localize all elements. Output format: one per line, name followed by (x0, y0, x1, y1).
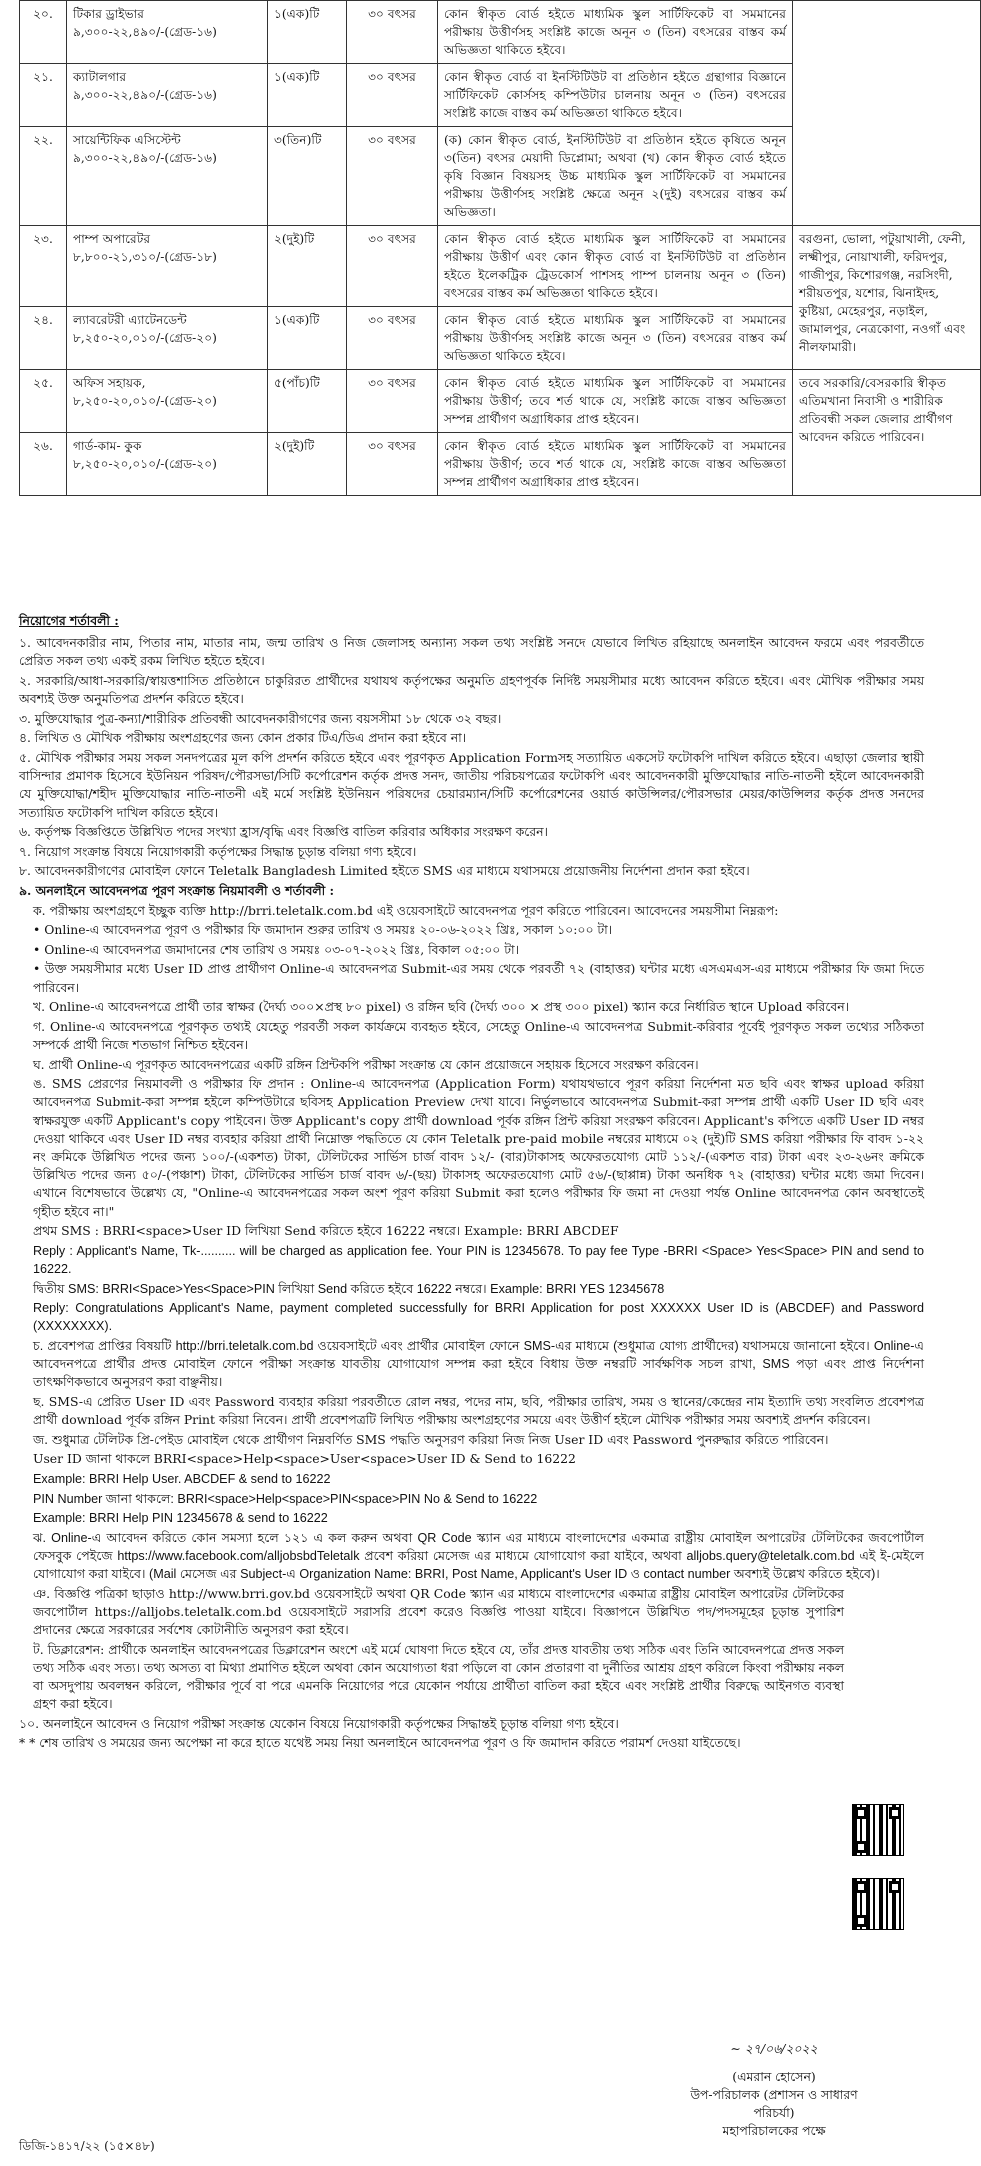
online-rule-item: দ্বিতীয় SMS: BRRI<Space>Yes<Space>PIN লিখিয়া Send করিতে হইবে 16222 নম্বরে। Example: BRRI YES 12345678 (33, 1281, 665, 1296)
signature-block (644, 2040, 904, 2140)
condition-item: ৪. লিখিত ও মৌখিক পরীক্ষায় অংশগ্রহণের জন্য কোন প্রকার টিএ/ডিএ প্রদান করা হইবে না। (19, 730, 467, 746)
footer-code: ডিজি-১৪১৭/২২ (১৫×৪৮) (19, 2139, 155, 2153)
post-count-cell: ১(এক)টি (268, 64, 347, 127)
online-rule-item: Reply : Applicant's Name, Tk-.......... will be charged as application fee. Your PIN is 12345678. To pay fee Type -BRRI <Space> Yes<Space> PIN and send to 16222. (33, 1243, 924, 1276)
online-rule-item: ক. পরীক্ষায় অংশগ্রহণে ইচ্ছুক ব্যক্তি http://brri.teletalk.com.bd এই ওয়েবসাইটে আবেদনপত্র পূরণ করিতে পারিবেন। আবেদনের সময়সীমা নিম্নরূপ: (33, 902, 779, 918)
item-10: ১০. অনলাইনে আবেদন ও নিয়োগ পরীক্ষা সংক্রান্ত যেকোন বিষয়ে নিয়োগকারী কর্তৃপক্ষের সিদ্ধান্তই চূড়ান্ত বলিয়া গণ্য হইবে। (19, 1715, 619, 1731)
qr-code-alljobs[interactable] (852, 1878, 904, 1930)
eligible-district-cell (793, 1, 981, 226)
post-count-cell: ২(দুই)টি (268, 433, 347, 496)
post-count-cell: ২(দুই)টি (268, 226, 347, 307)
age-limit-cell: ৩০ বৎসর (347, 1, 438, 64)
post-name: অফিস সহায়ক, (73, 376, 146, 390)
pay-scale: ৮,২৫০-২০,০১০/-(গ্রেড-২০) (73, 331, 217, 345)
note: * * শেষ তারিখ ও সময়ের জন্য অপেক্ষা না করে হাতে যথেষ্ট সময় নিয়া অনলাইনে আবেদনপত্র পূরণ ও ফি জমাদান করিতে পরামর্শ দেওয়া যাইতেছে। (19, 1735, 741, 1751)
age-limit-cell: ৩০ বৎসর (347, 433, 438, 496)
age-limit-cell: ৩০ বৎসর (347, 226, 438, 307)
serial-cell: ২৪. (20, 307, 67, 370)
online-rule-item: চ. প্রবেশপত্র প্রাপ্তির বিষয়টি http://brri.teletalk.com.bd ওয়েবসাইটে এবং প্রার্থীর মোবাইল ফোনে SMS-এর মাধ্যমে (শুধুমাত্র যোগ্য প্রার্থীদের) যথাসময়ে জানানো হইবে। Online-এ আবেদনপত্রে প্রার্থীর প্রদত্ত মোবাইল ফোনে পরীক্ষা সংক্রান্ত যাবতীয় যোগাযোগ সম্পন্ন করা হইবে বিধায় উক্ত নম্বরটি সার্বক্ষণিক সচল রাখা, SMS পড়া এবং প্রাপ্ত নির্দেশনা তাৎক্ষণিকভাবে অনুসরণ করা বাঞ্ছনীয়। (33, 1338, 924, 1390)
post-name: গার্ড-কাম- কুক (73, 439, 142, 453)
online-rule-item: Example: BRRI Help User. ABCDEF & send to 16222 (33, 1471, 331, 1486)
online-rule-item: Example: BRRI Help PIN 12345678 & send to 16222 (33, 1511, 328, 1526)
qualification-cell: (ক) কোন স্বীকৃত বোর্ড, ইনস্টিটিউট বা প্রতিষ্ঠান হইতে কৃষিতে অনূন ৩(তিন) বৎসর মেয়াদী ডিপ্লোমা; অথবা (খ) কোন স্বীকৃত বোর্ড হইতে কৃষি বিজ্ঞান বিষয়সহ উচ্চ মাধ্যমিক স্কুল সার্টিফিকেট বা সমমানের পরীক্ষায় উত্তীর্ণসহ সংশ্লিষ্ট ক্ষেত্রে অনূন ২(দুই) বৎসরের বাস্তব কর্ম অভিজ্ঞতা। (438, 127, 793, 226)
online-rule-item: ঝ. Online-এ আবেদন করিতে কোন সমস্যা হলে ১২১ এ কল করুন অথবা QR Code স্ক্যান এর মাধ্যমে বাংলাদেশের একমাত্র রাষ্ট্রীয় মোবাইল অপারেটর টেলিটকের জবপোর্টাল ফেসবুক পেইজে https://www.facebook.com/alljobsbdTeletalk প্রবেশ করিয়া মেসেজ এর মাধ্যমে যোগাযোগ করা যাইবে, অথবা alljobs.query@teletalk.com.bd এই ই-মেইলে যোগাযোগ করা যাইবে। (Mail মেসেজ এর Subject-এ Organization Name: BRRI, Post Name, Applicant's User ID ও contact number অবশ্যই উল্লেখ করিতে হইবে)। (33, 1530, 924, 1582)
table-row (20, 226, 981, 307)
qr-code-facebook[interactable] (852, 1804, 904, 1856)
online-rule-item: ঙ. SMS প্রেরণের নিয়মাবলী ও পরীক্ষার ফি প্রদান : Online-এ আবেদনপত্র (Application Form) যথাযথভাবে পূরণ করিয়া নির্দেশনা মত ছবি এবং স্বাক্ষর upload করিয়া আবেদনপত্র Submit-করা সম্পন্ন হইলে কম্পিউটারে ছবিসহ Application Preview দেখা যাবে। নির্ভুলভাবে আবেদনপত্র Submit-করা সম্পন্ন প্রার্থী একটি User ID ছবি এবং স্বাক্ষরযুক্ত একটি Applicant's copy পাইবেন। উক্ত Applicant's copy প্রার্থী download পূর্বক রঙ্গিন প্রিন্ট করিয়া সংরক্ষণ করিবেন। Applicant's কপিতে একটি User ID নম্বর দেওয়া থাকিবে এবং User ID নম্বর ব্যবহার করিয়া প্রার্থী নিম্নোক্ত পদ্ধতিতে যে কোন Teletalk pre-paid mobile নম্বরের মাধ্যমে ০২ (দুই)টি SMS করিয়া পরীক্ষার ফি বাবদ ১-২২ নং ক্রমিকে উল্লিখিত পদের জন্য ১০০/-(একশত) টাকা, টেলিটকের সার্ভিস চার্জ বাবদ ১২/- (বার)টাকাসহ অফেরতযোগ্য মোট ১১২/-(একশত বার) টাকা এবং ২৩-২৬নং ক্রমিকে উল্লিখিত পদের জন্য ৫০/-(পঞ্চাশ) টাকা, টেলিটকের সার্ভিস চার্জ বাবদ ৬/-(ছয়) টাকাসহ অফেরতযোগ্য মোট ৫৬/-(ছাপ্পান্ন) টাকা অনধিক ৭২ (বাহাত্তর) ঘন্টার মধ্যে জমা দিবেন। এখানে বিশেষভাবে উল্লেখ্য যে, "Online-এ আবেদনপত্রের সকল অংশ পূরণ করিয়া Submit করা হলেও পরীক্ষার ফি জমা না দেওয়া পর্যন্ত Online আবেদনপত্র কোন অবস্থাতেই গৃহীত হইবে না।" (33, 1076, 924, 1219)
pay-scale: ৯,৩০০-২২,৪৯০/-(গ্রেড-১৬) (73, 25, 217, 39)
post-name-cell (67, 127, 268, 226)
pay-scale: ৮,২৫০-২০,০১০/-(গ্রেড-২০) (73, 457, 217, 471)
eligible-district-cell: তবে সরকারি/বেসরকারি স্বীকৃত এতিমখানা নিবাসী ও শারীরিক প্রতিবন্ধী সকল জেলার প্রার্থীগণ আবেদন করিতে পারিবেন। (793, 370, 981, 496)
condition-item: ৮. আবেদনকারীগণের মোবাইল ফোনে Teletalk Bangladesh Limited হইতে SMS এর মাধ্যমে যথাসময়ে প্রয়োজনীয় নির্দেশনা প্রদান করা হইবে। (19, 863, 750, 879)
post-name-cell (67, 433, 268, 496)
handwritten-signature: ∼ (730, 2041, 745, 2056)
online-rule-item: ট. ডিক্লারেশন: প্রার্থীকে অনলাইন আবেদনপত্রের ডিক্লারেশন অংশে এই মর্মে ঘোষণা দিতে হইবে যে, তাঁর প্রদত্ত যাবতীয় তথ্য সঠিক এবং তিনি আবেদনপত্রে প্রদত্ত সকল তথ্য সঠিক এবং সত্য। তথ্য অসত্য বা মিথ্যা প্রমাণিত হইলে অথবা কোন অযোগ্যতা ধরা পড়িলে বা কোন প্রতারণা বা দুর্নীতির আশ্রয় গ্রহণ করিলে কিংবা পরীক্ষায় নকল বা অসদুপায় অবলম্বন করিলে, পরীক্ষার পূর্বে বা পরে এমনকি নিয়োগের পরে যেকোন পর্যায়ে প্রার্থীতা বাতিল করা হইবে এবং সংশ্লিষ্ট প্রার্থীর বিরুদ্ধে আইনগত ব্যবস্থা গ্রহণ করা হইবে। (33, 1641, 844, 1712)
condition-item: ৬. কর্তৃপক্ষ বিজ্ঞপ্তিতে উল্লিখিত পদের সংখ্যা হ্রাস/বৃদ্ধি এবং বিজ্ঞপ্তি বাতিল করিবার অধিকার সংরক্ষণ করেন। (19, 824, 548, 840)
condition-item: ১. আবেদনকারীর নাম, পিতার নাম, মাতার নাম, জন্ম তারিখ ও নিজ জেলাসহ অন্যান্য সকল তথ্য সংশ্লিষ্ট সনদে যেভাবে লিখিত রহিয়াছে অনলাইন আবেদন ফরমে এবং পরবর্তীতে প্রেরিত সকল তথ্য একই রকম লিখিত হইতে হইবে। (19, 635, 924, 669)
online-rule-item: গ. Online-এ আবেদনপত্রে পূরণকৃত তথ্যই যেহেতু পরবর্তী সকল কার্যক্রমে ব্যবহৃত হইবে, সেহেতু Online-এ আবেদনপত্র Submit-করিবার পূর্বেই পূরণকৃত সকল তথ্যের সঠিকতা সম্পর্কে প্রার্থী নিজে শতভাগ নিশ্চিত হইবেন। (33, 1018, 924, 1052)
post-count-cell: ১(এক)টি (268, 307, 347, 370)
table-row (20, 370, 981, 433)
signatory-title: উপ-পরিচালক (প্রশাসন ও সাধারণ (690, 2087, 858, 2102)
condition-item: ৫. মৌখিক পরীক্ষার সময় সকল সনদপত্রের মূল কপি প্রদর্শন করিতে হইবে এবং পূরণকৃত Application Formসহ সত্যায়িত একসেট ফটোকপি দাখিল করিতে হইবে। এছাড়া জেলার স্থায়ী বাসিন্দার প্রমাণক হিসেবে ইউনিয়ন পরিষদ/পৌরসভা/সিটি কর্পোরেশন কর্তৃক প্রদত্ত সনদ, জাতীয় পরিচয়পত্রের ফটোকপি এবং আবেদনকারী মুক্তিযোদ্ধার নাতি-নাতনী হইলে আবেদনকারী যে মুক্তিযোদ্ধা/শহীদ মুক্তিযোদ্ধার নাতি-নাতনী এই মর্মে সংশ্লিষ্ট ইউনিয়ন পরিষদের চেয়ারম্যান/সিটি কর্পোরেশনের ওয়ার্ড কাউন্সিলর/পৌরসভার মেয়র/কাউন্সিলর কর্তৃক প্রদত্ত সনদের সত্যায়িত ফটোকপি দাখিল করিতে হইবে। (19, 749, 924, 820)
pay-scale: ৮,২৫০-২০,০১০/-(গ্রেড-২০) (73, 394, 217, 408)
post-name-cell (67, 64, 268, 127)
serial-cell: ২০. (20, 1, 67, 64)
condition-item: ৭. নিয়োগ সংক্রান্ত বিষয়ে নিয়োগকারী কর্তৃপক্ষের সিদ্ধান্ত চূড়ান্ত বলিয়া গণ্য হইবে। (19, 843, 417, 859)
online-heading: ৯. অনলাইনে আবেদনপত্র পূরণ সংক্রান্ত নিয়মাবলী ও শর্তাবলী : (19, 882, 335, 898)
age-limit-cell: ৩০ বৎসর (347, 64, 438, 127)
pay-scale: ৮,৮০০-২১,৩১০/-(গ্রেড-১৮) (73, 250, 217, 264)
condition-item: ২. সরকারি/আধা-সরকারি/স্বায়ত্তশাসিত প্রতিষ্ঠানে চাকুরিরত প্রার্থীদের যথাযথ কর্তৃপক্ষের অনুমতি গ্রহণপূর্বক নির্দিষ্ট সময়সীমার মধ্যে আবেদন করিতে হইবে। এবং মৌখিক পরীক্ষার সময় অবশ্যই উক্ত অনুমতিপত্র প্রদর্শন করিতে হইবে। (19, 673, 924, 707)
online-rule-item: ছ. SMS-এ প্রেরিত User ID এবং Password ব্যবহার করিয়া পরবর্তীতে রোল নম্বর, পদের নাম, ছবি, পরীক্ষার তারিখ, সময় ও স্থানের/কেন্দ্রের নাম ইত্যাদি তথ্য সংবলিত প্রবেশপত্র প্রার্থী download পূর্বক রঙ্গিন Print করিয়া নিবেন। প্রার্থী প্রবেশপত্রটি লিখিত পরীক্ষায় অংশগ্রহণের সময়ে এবং উত্তীর্ণ হইলে মৌখিক পরীক্ষার সময় অবশ্যই প্রদর্শন করিবেন। (33, 1393, 924, 1428)
post-name-cell (67, 226, 268, 307)
post-name: সায়েন্টিফিক এসিস্টেন্ট (73, 133, 181, 147)
qualification-cell: কোন স্বীকৃত বোর্ড হইতে মাধ্যমিক স্কুল সার্টিফিকেট বা সমমানের পরীক্ষায় উত্তীর্ণ এবং কোন স্বীকৃত বোর্ড বা ইনস্টিটিউট বা প্রতিষ্ঠান হইতে ইলেকট্রিক ট্রেডকোর্স পাশসহ পাম্প চালনায় অনূন ৩ (তিন) বৎসরের বাস্তব কর্ম অভিজ্ঞতা থাকিতে হইবে। (438, 226, 793, 307)
post-name-cell (67, 1, 268, 64)
signatory-office: মহাপরিচালকের পক্ষে (722, 2123, 826, 2138)
online-rule-item: ঘ. প্রার্থী Online-এ পূরণকৃত আবেদনপত্রের একটি রঙ্গিন প্রিন্টকপি পরীক্ষা সংক্রান্ত যে কোন প্রয়োজনে সহায়ক হিসেবে সংরক্ষণ করিবেন। (33, 1056, 699, 1072)
post-name: টিকার ড্রাইভার (73, 7, 144, 21)
serial-cell: ২৬. (20, 433, 67, 496)
pay-scale: ৯,৩০০-২২,৪৯০/-(গ্রেড-১৬) (73, 151, 217, 165)
qualification-cell: কোন স্বীকৃত বোর্ড হইতে মাধ্যমিক স্কুল সার্টিফিকেট বা সমমানের পরীক্ষায় উত্তীর্ণ; তবে শর্ত থাকে যে, সংশ্লিষ্ট কাজে বাস্তব অভিজ্ঞতা সম্পন্ন প্রার্থীগণ অগ্রাধিকার প্রাপ্ত হইবেন। (438, 370, 793, 433)
post-name-cell (67, 307, 268, 370)
age-limit-cell: ৩০ বৎসর (347, 307, 438, 370)
eligible-district-cell: বরগুনা, ভোলা, পটুয়াখালী, ফেনী, লক্ষ্মীপুর, নোয়াখালী, ফরিদপুর, গাজীপুর, কিশোরগঞ্জ, নরসিংদী, শরীয়তপুর, যশোর, ঝিনাইদহ, কুষ্টিয়া, মেহেরপুর, নড়াইল, জামালপুর, নেত্রকোণা, নওগাঁ এবং নীলফামারী। (793, 226, 981, 370)
qualification-cell: কোন স্বীকৃত বোর্ড হইতে মাধ্যমিক স্কুল সার্টিফিকেট বা সমমানের পরীক্ষায় উত্তীর্ণ; তবে শর্ত থাকে যে, সংশ্লিষ্ট কাজে বাস্তব অভিজ্ঞতা সম্পন্ন প্রার্থীগণ অগ্রাধিকার প্রাপ্ত হইবেন। (438, 433, 793, 496)
online-rule-item: ঞ. বিজ্ঞপ্তি পত্রিকা ছাড়াও http://www.brri.gov.bd ওয়েবসাইটে অথবা QR Code স্ক্যান এর মাধ্যমে বাংলাদেশের একমাত্র রাষ্ট্রীয় মোবাইল অপারেটর টেলিটকের জবপোর্টাল https://alljobs.teletalk.com.bd ওয়েবসাইটে সরাসরি প্রবেশ করেও বিজ্ঞপ্তি পাওয়া যাইবে। বিজ্ঞাপনে উল্লিখিত পদ/পদসমূহের চূড়ান্ত সুপারিশ প্রদানের ক্ষেত্রে সরকারের সর্বশেষ কোটানীতি অনুসরণ করা হইবে। (33, 1585, 844, 1638)
table-row (20, 1, 981, 64)
post-name: ল্যাবরেটরী এ্যাটেনডেন্ট (73, 313, 187, 327)
pay-scale: ৯,৩০০-২২,৪৯০/-(গ্রেড-১৬) (73, 88, 217, 102)
posts-table (19, 0, 981, 496)
signatory-title-2: পরিচর্যা) (753, 2105, 795, 2120)
condition-item: ৩. মুক্তিযোদ্ধার পুত্র-কন্যা/শারীরিক প্রতিবন্ধী আবেদনকারীগণের জন্য বয়সসীমা ১৮ থেকে ৩২ বছর। (19, 710, 502, 726)
signatory-name: (এমরান হোসেন) (732, 2069, 816, 2084)
online-rule-item: PIN Number জানা থাকলে: BRRI<space>Help<space>PIN<space>PIN No & Send to 16222 (33, 1491, 538, 1506)
conditions-heading: নিয়োগের শর্তাবলী : (19, 613, 119, 628)
conditions-section (19, 612, 924, 1754)
post-name: ক্যাটালগার (73, 70, 127, 84)
signature-date: ∼ ২৭/০৬/২০২২ (730, 2041, 818, 2056)
online-rule-item: • উক্ত সময়সীমার মধ্যে User ID প্রাপ্ত প্রার্থীগণ Online-এ আবেদনপত্র Submit-এর সময় থেকে পরবর্তী ৭২ (বাহাত্তর) ঘন্টার মধ্যে এসএমএস-এর মাধ্যমে পরীক্ষার ফি জমা দিতে পারিবেন। (33, 961, 924, 995)
qualification-cell: কোন স্বীকৃত বোর্ড হইতে মাধ্যমিক স্কুল সার্টিফিকেট বা সমমানের পরীক্ষায় উত্তীর্ণসহ সংশ্লিষ্ট কাজে অনূন ৩ (তিন) বৎসরের বাস্তব কর্ম অভিজ্ঞতা থাকিতে হইবে। (438, 1, 793, 64)
serial-cell: ২৩. (20, 226, 67, 307)
age-limit-cell: ৩০ বৎসর (347, 127, 438, 226)
qualification-cell: কোন স্বীকৃত বোর্ড হইতে মাধ্যমিক স্কুল সার্টিফিকেট বা সমমানের পরীক্ষায় উত্তীর্ণসহ সংশ্লিষ্ট কাজে অনূন ৩ (তিন) বৎসরের বাস্তব কর্ম অভিজ্ঞতা থাকিতে হইবে। (438, 307, 793, 370)
age-limit-cell: ৩০ বৎসর (347, 370, 438, 433)
online-rule-item: জ. শুধুমাত্র টেলিটক প্রি-পেইড মোবাইল থেকে প্রার্থীগণ নিম্নবর্ণিত SMS পদ্ধতি অনুসরণ করিয়া নিজ নিজ User ID এবং Password পুনরুদ্ধার করিতে পারিবেন। (33, 1431, 829, 1447)
online-rule-item: • Online-এ আবেদনপত্র পূরণ ও পরীক্ষার ফি জমাদান শুরুর তারিখ ও সময়ঃ ২০-০৬-২০২২ খ্রিঃ, সকাল ১০:০০ টা। (33, 922, 613, 938)
online-rule-item: খ. Online-এ আবেদনপত্রে প্রার্থী তার স্বাক্ষর (দৈর্ঘ্য ৩০০×প্রস্থ ৮০ pixel) ও রঙ্গিন ছবি (দৈর্ঘ্য ৩০০ × প্রস্থ ৩০০ pixel) স্ক্যান করে নির্ধারিত স্থানে Upload করিবেন। (33, 999, 850, 1015)
post-count-cell: ৫(পাঁচ)টি (268, 370, 347, 433)
serial-cell: ২২. (20, 127, 67, 226)
post-name-cell (67, 370, 268, 433)
post-name: পাম্প অপারেটর (73, 232, 151, 246)
online-rule-item: প্রথম SMS : BRRI<space>User ID লিখিয়া Send করিতে হইবে 16222 নম্বরে। Example: BRRI ABCDEF (33, 1223, 619, 1239)
post-count-cell: ৩(তিন)টি (268, 127, 347, 226)
post-count-cell: ১(এক)টি (268, 1, 347, 64)
online-rule-item: • Online-এ আবেদনপত্র জমাদানের শেষ তারিখ ও সময়ঃ ০৩-০৭-২০২২ খ্রিঃ, বিকাল ০৫:০০ টা। (33, 941, 520, 957)
serial-cell: ২১. (20, 64, 67, 127)
qualification-cell: কোন স্বীকৃত বোর্ড বা ইনস্টিটিউট বা প্রতিষ্ঠান হইতে গ্রন্থাগার বিজ্ঞানে সার্টিফিকেট কোর্সসহ কম্পিউটার চালনায় অনূন ৩ (তিন) বৎসরের সংশ্লিষ্ট কাজে বাস্তব কর্ম অভিজ্ঞতা থাকিতে হইবে। (438, 64, 793, 127)
online-rule-item: Reply: Congratulations Applicant's Name, payment completed successfully for BRRI Application for post XXXXXX User ID is (ABCDEF) and Password (XXXXXXXX). (33, 1301, 924, 1334)
serial-cell: ২৫. (20, 370, 67, 433)
online-rule-item: User ID জানা থাকলে BRRI<space>Help<space>User<space>User ID & Send to 16222 (33, 1451, 576, 1467)
